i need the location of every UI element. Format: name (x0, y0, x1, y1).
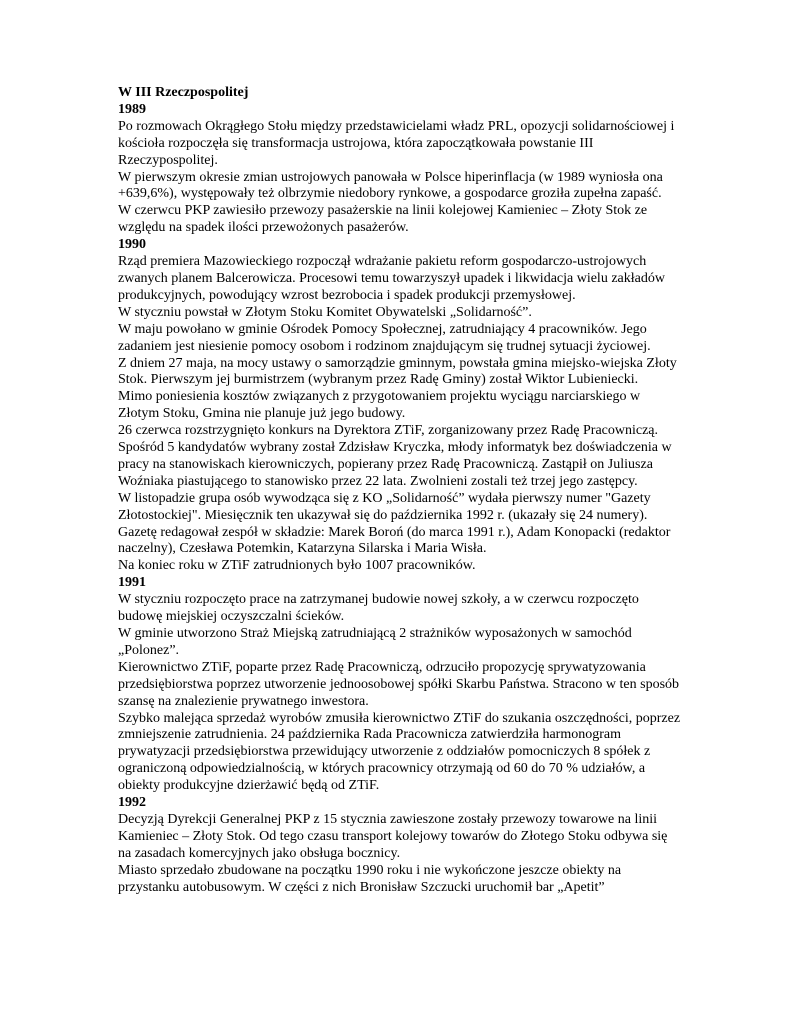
document-title: W III Rzeczpospolitej (118, 85, 249, 100)
paragraph: W listopadzie grupa osób wywodząca się z KO „Solidarność” wydała pierwszy numer "Gazety Złotostockiej". Miesięcznik ten ukazywał się do października 1992 r. (ukazały się 24 numery). Gazetę redagował zespół w składzie: Marek Boroń (do marca 1991 r.), Adam Konopacki (redaktor naczelny), Czesława Potemkin, Katarzyna Silarska i Maria Wisła. (118, 490, 671, 557)
paragraph: W styczniu powstał w Złotym Stoku Komitet Obywatelski „Solidarność”. (118, 304, 532, 320)
paragraph: W maju powołano w gminie Ośrodek Pomocy Społecznej, zatrudniający 4 pracowników. Jego zadaniem jest niesienie pomocy osobom i rodzinom znajdującym się trudnej sytuacji życiowej. (118, 321, 651, 354)
year-heading-1989: 1989 (118, 101, 146, 117)
year-heading-1990: 1990 (118, 237, 146, 253)
paragraph: Szybko malejąca sprzedaż wyrobów zmusiła kierownictwo ZTiF do szukania oszczędności, poprzez zmniejszenie zatrudnienia. 24 października Rada Pracownicza zatwierdziła harmonogram prywatyzacji przedsiębiorstwa przewidujący utworzenie z oddziałów pomocniczych 8 spółek z ograniczoną odpowiedzialnością, w których pracownicy otrzymają od 60 do 70 % udziałów, a obiekty produkcyjne dzierżawić będą od ZTiF. (118, 710, 681, 794)
paragraph: Kierownictwo ZTiF, poparte przez Radę Pracowniczą, odrzuciło propozycję sprywatyzowania przedsiębiorstwa poprzez utworzenie jednoosobowej spółki Skarbu Państwa. Stracono w ten sposób szansę na znalezienie prywatnego inwestora. (118, 659, 680, 709)
year-heading-1991: 1991 (118, 575, 146, 591)
paragraph: Mimo poniesienia kosztów związanych z przygotowaniem projektu wyciągu narciarskiego w Złotym Stoku, Gmina nie planuje już jego budowy. (118, 389, 641, 422)
year-heading-1992: 1992 (118, 795, 146, 811)
paragraph: Na koniec roku w ZTiF zatrudnionych było 1007 pracowników. (118, 558, 476, 574)
paragraph: W czerwcu PKP zawiesiło przewozy pasażerskie na linii kolejowej Kamieniec – Złoty Stok ze względu na spadek ilości przewożonych pasażerów. (118, 203, 648, 236)
paragraph: Decyzją Dyrekcji Generalnej PKP z 15 stycznia zawieszone zostały przewozy towarowe na linii Kamieniec – Złoty Stok. Od tego czasu transport kolejowy towarów do Złotego Stoku odbywa się na zasadach komercyjnych jako obsługa bocznicy. (118, 811, 668, 861)
paragraph: Po rozmowach Okrągłego Stołu między przedstawicielami władz PRL, opozycji solidarnościowej i kościoła rozpoczęła się transformacja ustrojowa, która zapoczątkowała powstanie III Rzeczypospolitej. (118, 118, 675, 168)
paragraph: W gminie utworzono Straż Miejską zatrudniającą 2 strażników wyposażonych w samochód „Polonez”. (118, 626, 632, 658)
paragraph: Miasto sprzedało zbudowane na początku 1990 roku i nie wykończone jeszcze obiekty na przystanku autobusowym. W części z nich Bronisław Szczucki uruchomił bar „Apetit” (118, 862, 622, 895)
paragraph: Rząd premiera Mazowieckiego rozpoczął wdrażanie pakietu reform gospodarczo-ustrojowych zwanych planem Balcerowicza. Procesowi temu towarzyszył upadek i likwidacja wielu zakładów produkcyjnych, powodujący wzrost bezrobocia i spadek produkcji przemysłowej. (118, 254, 665, 303)
paragraph: 26 czerwca rozstrzygnięto konkurs na Dyrektora ZTiF, zorganizowany przez Radę Pracowniczą. Spośród 5 kandydatów wybrany został Zdzisław Kryczka, młody informatyk bez doświadczenia w pracy na stanowiskach kierowniczych, popierany przez Radę Pracowniczą. Zastąpił on Juliusza Woźniaka piastującego to stanowisko przez 22 lata. Zwolnieni zostali też trzej jego zastępcy. (118, 423, 672, 489)
document-page (118, 85, 683, 897)
paragraph: W pierwszym okresie zmian ustrojowych panowała w Polsce hiperinflacja (w 1989 wyniosła ona +639,6%), występowały też olbrzymie niedobory rynkowe, a gospodarce groziła zupełna zapaść. (118, 169, 663, 202)
paragraph: Z dniem 27 maja, na mocy ustawy o samorządzie gminnym, powstała gmina miejsko-wiejska Złoty Stok. Pierwszym jej burmistrzem (wybranym przez Radę Gminy) został Wiktor Lubieniecki. (118, 355, 677, 388)
paragraph: W styczniu rozpoczęto prace na zatrzymanej budowie nowej szkoły, a w czerwcu rozpoczęto budowę miejskiej oczyszczalni ścieków. (118, 592, 639, 625)
